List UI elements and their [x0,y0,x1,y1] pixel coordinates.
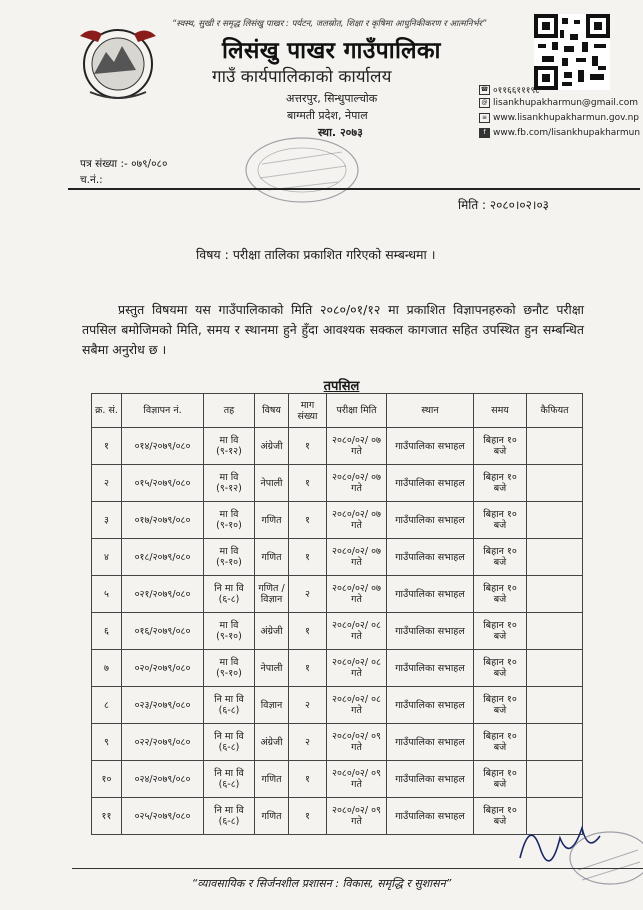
cell-demand: १ [289,761,327,798]
cell-exam-date: २०८०/०२/ ०९ गते [327,761,387,798]
col-header: समय [474,394,527,428]
cell-serial: ७ [92,650,122,687]
municipality-name: लिसंखु पाखर गाउँपालिका [222,37,441,64]
col-header: माग संख्या [289,394,327,428]
cell-subject: गणित [255,761,289,798]
cell-remarks [527,687,583,724]
letter-subject: विषय : परीक्षा तालिका प्रकाशित गरिएको सम्बन्धमा । [196,247,436,262]
contact-facebook [479,128,640,138]
table-row [92,502,583,539]
letter-date: मिति : २०८०।०२।०३ [458,198,549,212]
schedule-title [0,376,643,394]
cell-remarks [527,539,583,576]
cell-level: नि मा वि (६-८) [204,687,255,724]
cell-remarks [527,576,583,613]
phone-icon: ☎ [480,85,489,93]
footer-divider [72,868,643,869]
cell-level: मा वि (९-१०) [204,539,255,576]
contact-phone [479,83,540,96]
cell-time: बिहान १० बजे [474,428,527,465]
cell-level: नि मा वि (६-८) [204,724,255,761]
cell-advert-no: ०१८/२०७९/०८० [122,539,204,576]
cell-serial: २ [92,465,122,502]
email-address: lisankhupakharmun@gmail.com [493,98,638,108]
cell-demand: १ [289,798,327,835]
cell-time: बिहान १० बजे [474,613,527,650]
contact-email [479,98,638,108]
cell-time: बिहान १० बजे [474,798,527,835]
table-row [92,465,583,502]
cell-exam-date: २०८०/०२/ ०७ गते [327,465,387,502]
cell-serial: ४ [92,539,122,576]
facebook-icon: f [479,128,490,138]
cell-demand: १ [289,428,327,465]
cell-exam-date: २०८०/०२/ ०९ गते [327,798,387,835]
cell-demand: १ [289,650,327,687]
cell-subject: अंग्रेजी [255,613,289,650]
cell-remarks [527,724,583,761]
cell-level: नि मा वि (६-८) [204,761,255,798]
cell-demand: २ [289,576,327,613]
cell-exam-date: २०८०/०२/ ०७ गते [327,428,387,465]
cell-subject: विज्ञान [255,687,289,724]
cell-remarks [527,502,583,539]
cell-exam-date: २०८०/०२/ ०७ गते [327,539,387,576]
cell-exam-date: २०८०/०२/ ०७ गते [327,576,387,613]
cell-time: बिहान १० बजे [474,650,527,687]
cell-venue: गाउँपालिका सभाहल [387,465,474,502]
cell-venue: गाउँपालिका सभाहल [387,576,474,613]
cell-serial: १ [92,428,122,465]
cell-time: बिहान १० बजे [474,576,527,613]
cell-exam-date: २०८०/०२/ ०८ गते [327,613,387,650]
cell-remarks [527,761,583,798]
cell-serial: ११ [92,798,122,835]
cell-level: मा वि (९-१२) [204,465,255,502]
cell-subject: अंग्रेजी [255,724,289,761]
cell-exam-date: २०८०/०२/ ०८ गते [327,687,387,724]
cell-advert-no: ०२५/२०७९/०८० [122,798,204,835]
cell-subject: नेपाली [255,465,289,502]
phone-number: ०११६६१११९८ [493,86,540,96]
cell-level: मा वि (९-१०) [204,650,255,687]
table-row [92,576,583,613]
cell-venue: गाउँपालिका सभाहल [387,687,474,724]
cell-advert-no: ०१६/२०७९/०८० [122,613,204,650]
table-row [92,539,583,576]
cell-exam-date: २०८०/०२/ ०८ गते [327,650,387,687]
table-row [92,724,583,761]
cell-time: बिहान १० बजे [474,687,527,724]
cell-venue: गाउँपालिका सभाहल [387,502,474,539]
table-row [92,650,583,687]
col-header: क्र. सं. [92,394,122,428]
cell-demand: २ [289,724,327,761]
office-name: गाउँ कार्यपालिकाको कार्यालय [212,67,392,87]
facebook-url: www.fb.com/lisankhupakharmun [493,128,641,138]
reference-number: पत्र संख्या :- ०७९/०८० [80,158,168,170]
schedule-title-text: तपसिल [323,379,360,394]
cell-advert-no: ०१४/२०७९/०८० [122,428,204,465]
cell-serial: ३ [92,502,122,539]
cell-exam-date: २०८०/०२/ ०७ गते [327,502,387,539]
header-divider [68,188,640,190]
table-row [92,761,583,798]
cell-advert-no: ०२३/२०७९/०८० [122,687,204,724]
dispatch-number: च.नं.: [80,174,103,186]
cell-venue: गाउँपालिका सभाहल [387,539,474,576]
cell-venue: गाउँपालिका सभाहल [387,613,474,650]
cell-level: मा वि (९-१२) [204,428,255,465]
cell-subject: गणित [255,539,289,576]
cell-serial: ९ [92,724,122,761]
qr-code-icon [534,14,610,90]
website-url: www.lisankhupakharmun.gov.np [493,113,640,123]
cell-level: नि मा वि (६-८) [204,576,255,613]
cell-subject: गणित [255,798,289,835]
col-header: स्थान [387,394,474,428]
cell-demand: १ [289,613,327,650]
table-row [92,687,583,724]
cell-venue: गाउँपालिका सभाहल [387,798,474,835]
table-row [92,798,583,835]
cell-advert-no: ०१७/२०७९/०८० [122,502,204,539]
cell-advert-no: ०२४/२०७९/०८० [122,761,204,798]
motto: “स्वस्थ, सुखी र समृद्ध लिसंखु पाखर : पर्यटन, जलस्रोत, शिक्षा र कृषिमा आधुनिकीकरण र आत्मनिर्भर” [172,19,487,29]
cell-serial: ८ [92,687,122,724]
cell-demand: १ [289,539,327,576]
cell-remarks [527,613,583,650]
cell-demand: २ [289,687,327,724]
cell-venue: गाउँपालिका सभाहल [387,724,474,761]
emblem-icon [70,22,166,102]
cell-level: नि मा वि (६-८) [204,798,255,835]
cell-time: बिहान १० बजे [474,724,527,761]
cell-exam-date: २०८०/०२/ ०९ गते [327,724,387,761]
cell-remarks [527,428,583,465]
cell-level: मा वि (९-१०) [204,502,255,539]
cell-level: मा वि (९-१०) [204,613,255,650]
cell-demand: १ [289,465,327,502]
col-header: तह [204,394,255,428]
exam-schedule-table [91,393,583,835]
cell-venue: गाउँपालिका सभाहल [387,650,474,687]
web-icon: ≡ [479,113,490,123]
col-header: विज्ञापन नं. [122,394,204,428]
table-row [92,428,583,465]
cell-subject: अंग्रेजी [255,428,289,465]
cell-remarks [527,650,583,687]
letter-body: प्रस्तुत विषयमा यस गाउँपालिकाको मिति २०८०/०१/१२ मा प्रकाशित विज्ञापनहरुको छनौट परीक्षा तपसिल बमोजिमको मिति, समय र स्थानमा हुने हुँदा आवश्यक सक्कल कागजात सहित उपस्थित हुन सम्बन्धित सबैमा अनुरोध छ । [82,302,584,357]
cell-venue: गाउँपालिका सभाहल [387,761,474,798]
cell-serial: ५ [92,576,122,613]
cell-advert-no: ०२१/२०७९/०८० [122,576,204,613]
cell-time: बिहान १० बजे [474,465,527,502]
cell-subject: नेपाली [255,650,289,687]
address-line-2: बाग्मती प्रदेश, नेपाल [287,109,368,122]
cell-time: बिहान १० बजे [474,502,527,539]
cell-advert-no: ०२२/२०७९/०८० [122,724,204,761]
office-stamp-icon [242,134,362,206]
established-year: स्था. २०७३ [318,126,363,139]
cell-subject: गणित [255,502,289,539]
footer-slogan: “व्यावसायिक र सिर्जनशील प्रशासन : विकास, समृद्धि र सुशासन” [191,877,452,890]
col-header: विषय [255,394,289,428]
cell-remarks [527,465,583,502]
cell-venue: गाउँपालिका सभाहल [387,428,474,465]
cell-subject: गणित / विज्ञान [255,576,289,613]
cell-advert-no: ०२०/२०७९/०८० [122,650,204,687]
cell-serial: ६ [92,613,122,650]
table-row [92,613,583,650]
col-header: परीक्षा मिति [327,394,387,428]
cell-time: बिहान १० बजे [474,539,527,576]
cell-demand: १ [289,502,327,539]
table-body [92,428,583,835]
email-icon: @ [479,98,490,108]
table-header-row [92,394,583,428]
address-line-1: अत्तरपुर, सिन्धुपाल्चोक [286,92,378,105]
col-header: कैफियत [527,394,583,428]
contact-website [479,113,639,123]
cell-serial: १० [92,761,122,798]
cell-advert-no: ०१५/२०७९/०८० [122,465,204,502]
cell-time: बिहान १० बजे [474,761,527,798]
